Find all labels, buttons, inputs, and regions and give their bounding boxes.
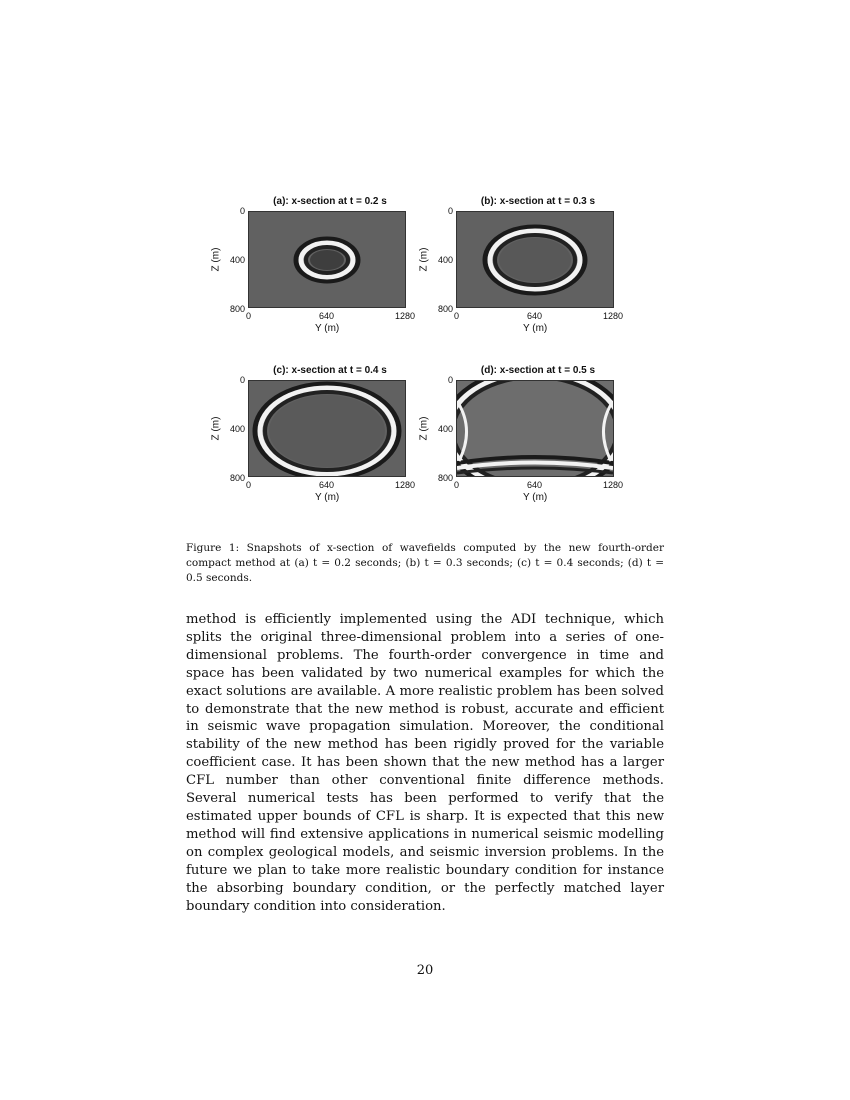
y-axis-label: Z (m): [210, 416, 222, 441]
y-tick-400: 400: [230, 255, 246, 265]
x-tick-640: 640: [527, 480, 543, 490]
wavefield-image: [457, 381, 613, 476]
x-tick-640: 640: [319, 480, 335, 490]
x-tick-0: 0: [246, 311, 252, 321]
y-tick-0: 0: [448, 375, 454, 385]
x-tick-0: 0: [454, 311, 460, 321]
x-tick-1280: 1280: [603, 480, 624, 490]
x-axis-label: Y (m): [523, 323, 548, 334]
x-tick-1280: 1280: [603, 311, 624, 321]
y-tick-400: 400: [438, 255, 454, 265]
y-tick-0: 0: [448, 206, 454, 216]
figure-caption: Figure 1: Snapshots of x-section of wavefields computed by the new fourth-order compact method at (a) t = 0.2 seconds; (b) t = 0.3 seconds; (c) t = 0.4 seconds; (d) t = 0.5 seconds.: [186, 542, 664, 584]
x-tick-0: 0: [246, 480, 252, 490]
wavefield-image: [249, 381, 405, 476]
x-tick-0: 0: [454, 480, 460, 490]
y-axis-label: Z (m): [418, 247, 430, 272]
panel-title: (b): x-section at t = 0.3 s: [480, 196, 596, 207]
y-axis-label: Z (m): [418, 416, 430, 441]
x-axis-label: Y (m): [315, 323, 340, 334]
x-axis-label: Y (m): [315, 492, 340, 503]
y-tick-800: 800: [230, 473, 246, 483]
body-paragraph: method is efficiently implemented using the ADI technique, which splits the original three-dimensional problem into a series of one-dimensional problems. The fourth-order convergence in time and space has been validated by two numerical examples for which the exact solutions are available. A more realistic problem has been solved to demonstrate that the new method is robust, accurate and efficient in seismic wave propagation simulation. Moreover, the conditional stability of the new method has been rigidly proved for the variable coefficient case. It has been shown that the new method has a larger CFL number than other conventional finite difference methods. Several numerical tests has been performed to verify that the estimated upper bounds of CFL is sharp. It is expected that this new method will find extensive applications in numerical seismic modelling on complex geological models, and seismic inversion problems. In the future we plan to take more realistic boundary condition for instance the absorbing boundary condition, or the perfectly matched layer boundary condition into consideration.: [186, 612, 664, 914]
x-tick-640: 640: [319, 311, 335, 321]
y-tick-0: 0: [240, 206, 246, 216]
x-tick-640: 640: [527, 311, 543, 321]
y-tick-800: 800: [438, 473, 454, 483]
y-tick-400: 400: [438, 424, 454, 434]
panel-title: (c): x-section at t = 0.4 s: [273, 365, 387, 376]
x-tick-1280: 1280: [395, 480, 416, 490]
wavefield-plot: [456, 211, 614, 308]
wavefield-image: [249, 212, 405, 307]
panel-title: (d): x-section at t = 0.5 s: [480, 365, 596, 376]
wavefield-image: [457, 212, 613, 307]
y-tick-800: 800: [438, 304, 454, 314]
y-tick-400: 400: [230, 424, 246, 434]
wavefield-plot: [456, 380, 614, 477]
page-number: 20: [416, 963, 434, 978]
panel-title: (a): x-section at t = 0.2 s: [273, 196, 387, 207]
x-tick-1280: 1280: [395, 311, 416, 321]
wavefield-plot: [248, 380, 406, 477]
y-axis-label: Z (m): [210, 247, 222, 272]
wavefield-plot: [248, 211, 406, 308]
x-axis-label: Y (m): [523, 492, 548, 503]
y-tick-800: 800: [230, 304, 246, 314]
y-tick-0: 0: [240, 375, 246, 385]
